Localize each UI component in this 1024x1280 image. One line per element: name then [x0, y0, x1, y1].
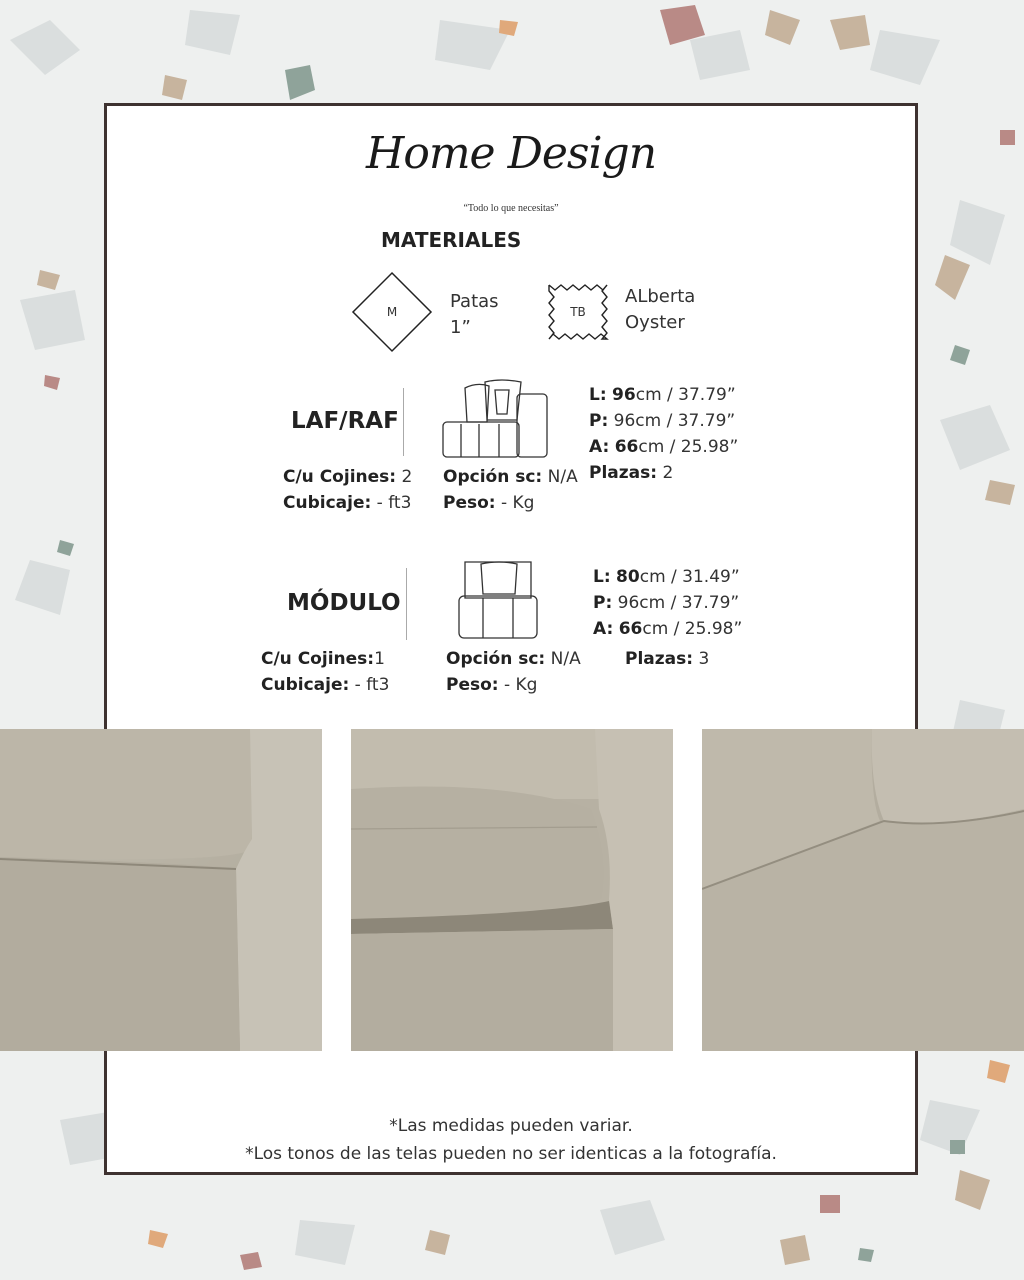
- dim-length: L: 96cm / 37.79”: [589, 385, 736, 405]
- modulo-dimensions: [593, 564, 742, 642]
- dim-depth: P: 96cm / 37.79”: [593, 593, 740, 613]
- cojines: C/u Cojines:1: [261, 649, 385, 669]
- brand-tagline-wrap: [107, 196, 915, 215]
- lafraf-dimensions: [589, 382, 738, 486]
- opcion-sc: Opción sc: N/A: [443, 467, 578, 487]
- footer-note-2: *Los tonos de las telas pueden no ser identicas a la fotografía.: [245, 1144, 777, 1164]
- peso: Peso: - Kg: [446, 675, 538, 695]
- armless-chair-icon: [455, 558, 541, 642]
- dim-depth: P: 96cm / 37.79”: [589, 411, 736, 431]
- dim-height: A: 66cm / 25.98”: [589, 437, 739, 457]
- material-label-fabric: ALberta Oyster: [625, 286, 696, 333]
- cojines: C/u Cojines: 2: [283, 467, 413, 487]
- footer-notes: [107, 1112, 915, 1168]
- corner-closeup-photo: [702, 729, 1024, 1051]
- material-label-patas: Patas 1”: [450, 291, 499, 338]
- material-code-tb: TB: [570, 305, 586, 319]
- brand-tagline: “Todo lo que necesitas”: [463, 203, 559, 214]
- divider-line: [406, 568, 407, 640]
- lafraf-specs-left: [283, 464, 412, 516]
- logo-wordmark: Home Design: [365, 128, 657, 179]
- cubicaje: Cubicaje: - ft3: [283, 493, 412, 513]
- fabric-closeup-photo: [0, 729, 322, 1051]
- section-title-modulo: MÓDULO: [287, 590, 401, 616]
- material-code-m: M: [386, 305, 398, 319]
- lafraf-specs-mid: [443, 464, 578, 516]
- dim-length: L: 80cm / 31.49”: [593, 567, 740, 587]
- plazas: Plazas: 2: [589, 463, 674, 483]
- section-title-lafraf: LAF/RAF: [291, 408, 399, 434]
- divider-line: [403, 388, 404, 456]
- opcion-sc: Opción sc: N/A: [446, 649, 581, 669]
- brand-logo: [107, 128, 915, 179]
- seat-cushion-photo: [351, 729, 673, 1051]
- modulo-specs-mid: [446, 646, 581, 698]
- diamond-icon: [351, 271, 433, 353]
- corner-sofa-icon: [439, 374, 553, 460]
- dim-height: A: 66cm / 25.98”: [593, 619, 743, 639]
- footer-note-1: *Las medidas pueden variar.: [389, 1116, 633, 1136]
- peso: Peso: - Kg: [443, 493, 535, 513]
- zigzag-square-icon: [545, 281, 611, 343]
- cubicaje: Cubicaje: - ft3: [261, 675, 390, 695]
- materials-heading: MATERIALES: [381, 228, 522, 252]
- modulo-specs-left: [261, 646, 389, 698]
- modulo-plazas: Plazas: 3: [625, 649, 710, 669]
